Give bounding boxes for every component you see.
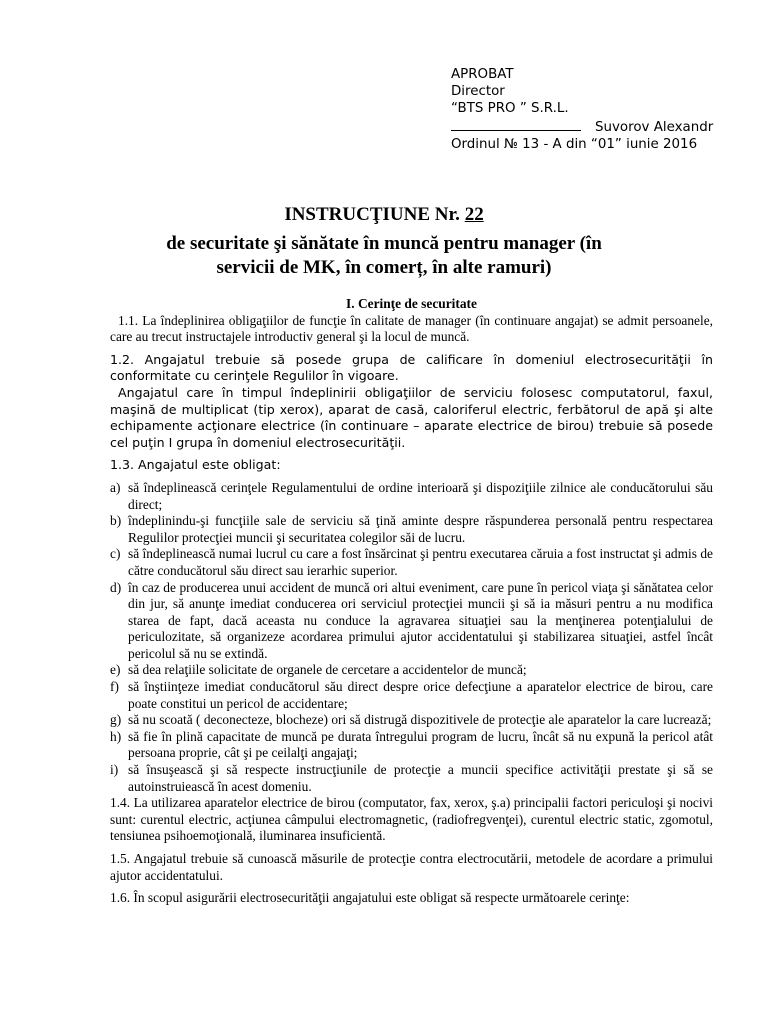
list-item [110,662,713,679]
approval-company: “BTS PRO ” S.R.L. [451,101,569,116]
signature-line [451,117,581,131]
list-item [110,729,713,762]
list-item [110,580,713,663]
list-marker: e) [110,662,121,678]
approval-signature-name: Suvorov Alexandr [595,120,714,135]
list-item [110,679,713,712]
approval-signature-row [451,117,751,136]
list-item [110,712,713,729]
approval-label: APROBAT [451,67,514,82]
list-item [110,480,713,513]
title-prefix: INSTRUCŢIUNE Nr. [284,204,460,225]
title-number: 22 [464,204,484,225]
paragraph-1-3: 1.3. Angajatul este obligat: [110,457,281,473]
list-marker: h) [110,728,122,744]
paragraph-1-5: 1.5. Angajatul trebuie să cunoască măsurile de protecţie contra electrocutării, metodele de acordare a primului ajutor accidentatului. [110,851,713,883]
paragraph-1-4: 1.4. La utilizarea aparatelor electrice de birou (computator, fax, xerox, ş.a) principalii factori periculoşi şi nocivi sunt: curentul electric, acţiunea câmpului electromagnetic, (radiofregvenţei), curentul electric static, zgomotul, tensiunea psihoemoţională, iluminarea insuficientă. [110,795,713,844]
list-marker: i) [110,762,119,778]
list-marker: b) [110,513,122,529]
list-item-text: în caz de producerea unui accident de muncă ori altui eveniment, care pune în pericol viaţa şi sănătatea celor din jur, să anunţe imediat conducerea ori serviciul protecţiei muncii şi să ia măsuri pentru a nu modifica starea de fapt, dacă aceasta nu conduce la agravarea situaţiei sau la menţinerea potenţialului de periculozitate, să organizeze acordarea primului ajutor accidentatului şi stabilizarea situaţiei, astfel încât pericolul să nu se extindă. [128,579,713,661]
list-item-text: să dea relaţiile solicitate de organele de cercetare a accidentelor de muncă; [128,662,527,678]
list-marker: f) [110,679,119,695]
document-subtitle: de securitate şi sănătate în muncă pentru manager (în servicii de MK, în comerț, în alte ramuri) [166,233,602,278]
paragraph-1-1: 1.1. La îndeplinirea obligaţiilor de funcţie în calitate de manager (în continuare angajat) se admit persoanele, care au trecut instructajele introductiv general şi la locul de muncă. [110,312,713,345]
list-marker: d) [110,579,122,595]
approval-order: Ordinul № 13 - A din “01” iunie 2016 [451,137,698,152]
section-heading: I. Cerinţe de securitate [346,296,477,311]
list-item-text: să îndeplinească numai lucrul cu care a fost însărcinat şi pentru executarea căruia a fost instructat şi admis de către conducătorul său direct sau ierarhic superior. [128,546,713,578]
list-item [110,762,713,795]
paragraph-1-2-continued: Angajatul care în timpul îndeplinirii obligaţiilor de serviciu folosesc computatorul, faxul, maşină de multiplicat (tip xerox), aparat de casă, caloriferul electric, ferbătorul de apă şi alte echipamente acţionare electrice (în continuare – aparate electrice de birou) trebuie să posede cel puţin I grupa în domeniul electrosecurităţii. [110,384,713,450]
list-marker: g) [110,712,122,728]
list-marker: c) [110,546,121,562]
document-body [110,296,713,907]
paragraph-1-6: 1.6. În scopul asigurării electrosecurităţii angajatului este obligat să respecte următoarele cerinţe: [110,890,630,906]
approval-position: Director [451,84,505,99]
list-item [110,546,713,579]
list-item-text: să îndeplinească cerinţele Regulamentului de ordine interioară şi dispoziţiile zilnice ale conducătorului său direct; [128,479,713,512]
list-item-text: să însuşească şi să respecte instrucţiunile de protecţie a muncii specifice activităţii prestate şi să se autoinstruiească în acest domeniu. [128,762,713,794]
obligations-list [110,480,713,795]
list-marker: a) [110,479,121,495]
list-item-text: să fie în plină capacitate de muncă pe durata întregului program de lucru, încât să nu expună la pericol atât persoana proprie, cât şi pe ceilalţi angajaţi; [128,728,713,761]
list-item-text: să nu scoată ( deconecteze, blocheze) ori să distrugă dispozitivele de protecţie ale aparatelor la care lucrează; [128,712,712,728]
list-item-text: îndeplinindu-şi funcţiile sale de serviciu să ţină aminte despre răspunderea personală pentru respectarea Regulilor protecţiei muncii şi securitatea colegilor săi de lucru. [128,513,713,545]
document-title [0,203,768,227]
list-item [110,513,713,546]
list-item-text: să înştiinţeze imediat conducătorul său direct despre orice defecţiune a aparatelor electrice de birou, care poate constitui un pericol de accidentare; [128,679,713,711]
approval-block [451,66,751,153]
paragraph-1-2: 1.2. Angajatul trebuie să posede grupa de calificare în domeniul electrosecurităţii în conformitate cu cerinţele Regulilor în vigoare. [110,351,713,384]
